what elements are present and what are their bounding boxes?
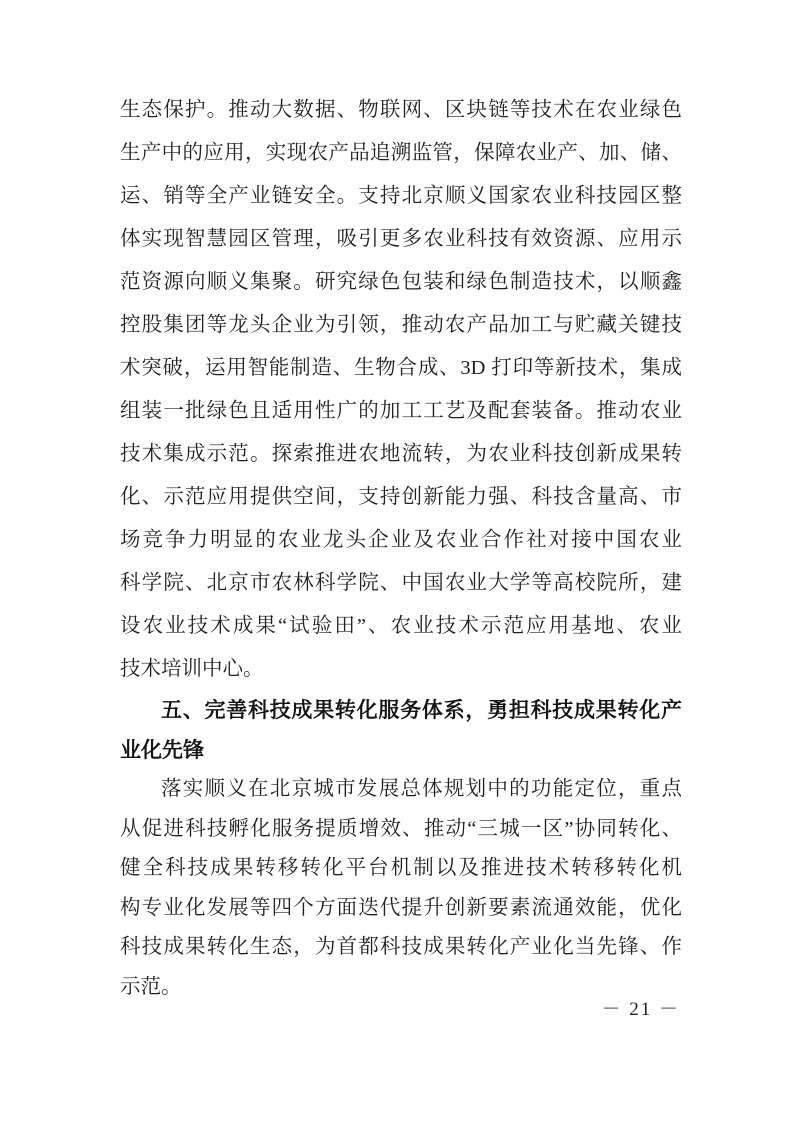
paragraph: [120, 770, 682, 1007]
text-line: 落实顺义在北京城市发展总体规划中的功能定位，重点: [161, 778, 682, 800]
text-line: 技术集成示范。探索推进农地流转，为农业科技创新成果转: [120, 443, 682, 465]
heading-line: 业化先锋: [120, 738, 204, 762]
section-heading: [120, 691, 682, 770]
text-line: 健全科技成果转移转化平台机制以及推进技术转移转化机: [120, 857, 682, 879]
text-line: 科技成果转化生态，为首都科技成果转化产业化当先锋、作: [120, 936, 682, 958]
text-line: 场竞争力明显的农业龙头企业及农业合作社对接中国农业: [120, 529, 682, 551]
text-line: 组装一批绿色且适用性广的加工工艺及配套装备。推动农业: [120, 400, 682, 422]
text-line: 构专业化发展等四个方面迭代提升创新要素流通效能，优化: [120, 896, 682, 919]
heading-line: 五、完善科技成果转化服务体系，勇担科技成果转化产: [161, 699, 682, 722]
text-line: 科学院、北京市农林科学院、中国农业大学等高校院所，建: [120, 572, 682, 594]
text-line: 体实现智慧园区管理，吸引更多农业科技有效资源、应用示: [120, 228, 682, 250]
text-line: 术突破，运用智能制造、生物合成、3D 打印等新技术，集成: [120, 357, 682, 379]
text-line: 生产中的应用，实现农产品追溯监管，保障农业产、加、储、: [120, 142, 682, 164]
text-line: 范资源向顺义集聚。研究绿色包装和绿色制造技术，以顺鑫: [120, 271, 682, 293]
text-line: 从促进科技孵化服务提质增效、推动“三城一区”协同转化、: [120, 817, 682, 840]
paragraph-continuation: [120, 89, 682, 691]
text-line: 运、销等全产业链安全。支持北京顺义国家农业科技园区整: [120, 185, 682, 207]
page-number: － 21 －: [601, 999, 680, 1020]
text-line: 控股集团等龙头企业为引领，推动农产品加工与贮藏关键技: [120, 314, 682, 336]
text-block: [120, 0, 682, 1007]
text-line: 技术培训中心。: [120, 658, 264, 680]
text-line: 示范。: [120, 975, 182, 998]
text-line: 设农业技术成果“试验田”、农业技术示范应用基地、农业: [120, 615, 682, 637]
text-line: 生态保护。推动大数据、物联网、区块链等技术在农业绿色: [120, 99, 682, 121]
text-line: 化、示范应用提供空间，支持创新能力强、科技含量高、市: [120, 486, 682, 508]
